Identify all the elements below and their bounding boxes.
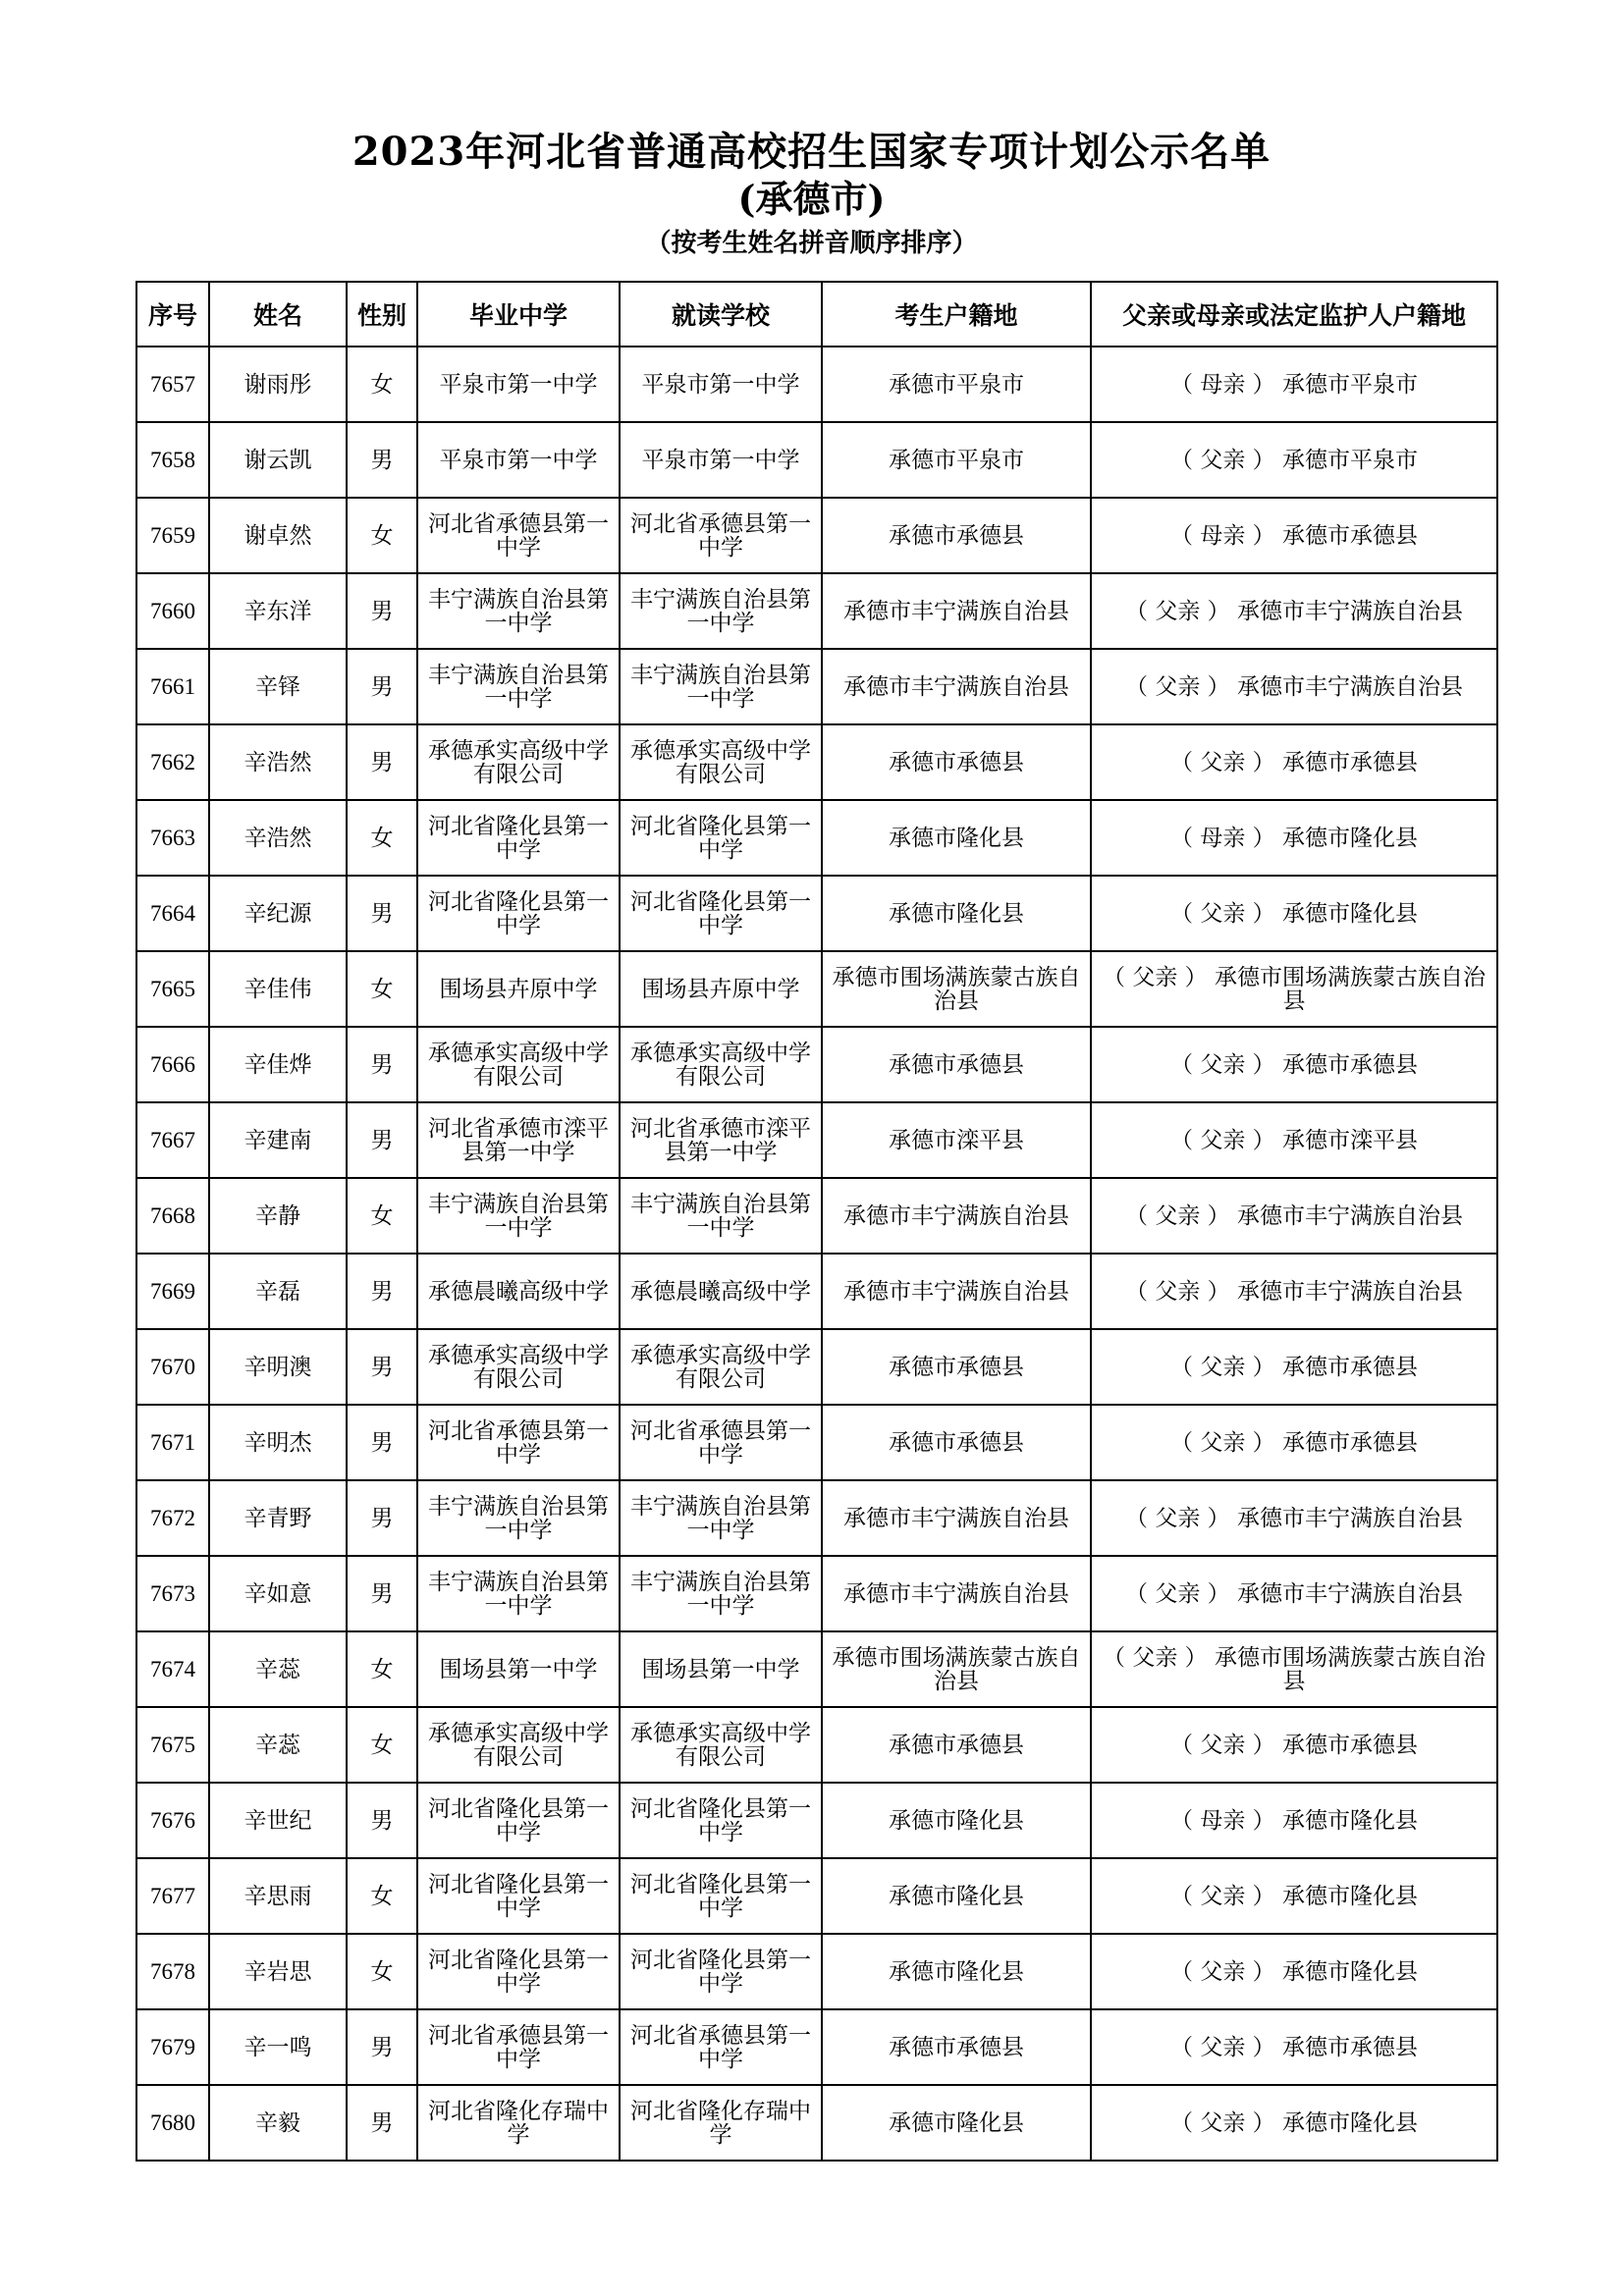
- document-title: 2023年河北省普通高校招生国家专项计划公示名单: [352, 129, 1271, 175]
- cell-student-registry: 承德市承德县: [822, 1329, 1091, 1405]
- cell-guardian-registry: （ 父亲 ） 承德市隆化县: [1091, 876, 1497, 951]
- cell-student-registry: 承德市滦平县: [822, 1102, 1091, 1178]
- cell-gender: 女: [347, 1178, 417, 1254]
- cell-current-school: 河北省承德市滦平县第一中学: [620, 1102, 822, 1178]
- header-row: [136, 282, 1497, 347]
- cell-graduation-school: 河北省承德县第一中学: [417, 498, 620, 573]
- cell-name: 辛铎: [209, 649, 347, 724]
- table-row: [136, 1102, 1497, 1178]
- table-row: [136, 1329, 1497, 1405]
- table-row: [136, 1631, 1497, 1707]
- cell-graduation-school: 河北省承德县第一中学: [417, 1405, 620, 1480]
- cell-current-school: 丰宁满族自治县第一中学: [620, 649, 822, 724]
- cell-serial: 7677: [136, 1858, 209, 1934]
- table-row: [136, 876, 1497, 951]
- cell-student-registry: 承德市隆化县: [822, 876, 1091, 951]
- cell-current-school: 承德承实高级中学有限公司: [620, 1707, 822, 1783]
- cell-name: 辛一鸣: [209, 2009, 347, 2085]
- cell-guardian-registry: （ 父亲 ） 承德市围场满族蒙古族自治县: [1091, 951, 1497, 1027]
- cell-name: 辛建南: [209, 1102, 347, 1178]
- cell-name: 辛纪源: [209, 876, 347, 951]
- cell-name: 辛明澳: [209, 1329, 347, 1405]
- cell-name: 辛思雨: [209, 1858, 347, 1934]
- cell-graduation-school: 平泉市第一中学: [417, 347, 620, 422]
- cell-graduation-school: 丰宁满族自治县第一中学: [417, 649, 620, 724]
- cell-guardian-registry: （ 父亲 ） 承德市丰宁满族自治县: [1091, 1178, 1497, 1254]
- cell-guardian-registry: （ 父亲 ） 承德市隆化县: [1091, 1934, 1497, 2009]
- cell-serial: 7673: [136, 1556, 209, 1631]
- cell-student-registry: 承德市隆化县: [822, 1783, 1091, 1858]
- cell-graduation-school: 承德承实高级中学有限公司: [417, 724, 620, 800]
- cell-current-school: 河北省隆化县第一中学: [620, 1858, 822, 1934]
- cell-serial: 7674: [136, 1631, 209, 1707]
- cell-name: 辛如意: [209, 1556, 347, 1631]
- cell-student-registry: 承德市承德县: [822, 724, 1091, 800]
- cell-guardian-registry: （ 母亲 ） 承德市平泉市: [1091, 347, 1497, 422]
- cell-guardian-registry: （ 父亲 ） 承德市丰宁满族自治县: [1091, 1556, 1497, 1631]
- cell-graduation-school: 河北省承德市滦平县第一中学: [417, 1102, 620, 1178]
- cell-guardian-registry: （ 父亲 ） 承德市丰宁满族自治县: [1091, 649, 1497, 724]
- cell-gender: 男: [347, 2009, 417, 2085]
- cell-serial: 7672: [136, 1480, 209, 1556]
- table-row: [136, 2009, 1497, 2085]
- cell-graduation-school: 河北省隆化县第一中学: [417, 800, 620, 876]
- cell-graduation-school: 河北省承德县第一中学: [417, 2009, 620, 2085]
- cell-serial: 7664: [136, 876, 209, 951]
- cell-guardian-registry: （ 父亲 ） 承德市丰宁满族自治县: [1091, 1254, 1497, 1329]
- cell-graduation-school: 河北省隆化县第一中学: [417, 1783, 620, 1858]
- table-row: [136, 1707, 1497, 1783]
- cell-graduation-school: 河北省隆化存瑞中学: [417, 2085, 620, 2161]
- table-row: [136, 951, 1497, 1027]
- cell-current-school: 河北省承德县第一中学: [620, 2009, 822, 2085]
- cell-gender: 男: [347, 876, 417, 951]
- cell-name: 辛蕊: [209, 1631, 347, 1707]
- cell-name: 辛佳伟: [209, 951, 347, 1027]
- cell-name: 谢云凯: [209, 422, 347, 498]
- cell-graduation-school: 承德承实高级中学有限公司: [417, 1027, 620, 1102]
- cell-graduation-school: 承德晨曦高级中学: [417, 1254, 620, 1329]
- cell-graduation-school: 丰宁满族自治县第一中学: [417, 573, 620, 649]
- cell-name: 辛东洋: [209, 573, 347, 649]
- cell-gender: 男: [347, 422, 417, 498]
- col-header-guardian-registry: 父亲或母亲或法定监护人户籍地: [1091, 282, 1497, 347]
- cell-guardian-registry: （ 父亲 ） 承德市隆化县: [1091, 2085, 1497, 2161]
- cell-name: 辛佳烨: [209, 1027, 347, 1102]
- cell-gender: 男: [347, 649, 417, 724]
- cell-graduation-school: 河北省隆化县第一中学: [417, 876, 620, 951]
- cell-current-school: 承德晨曦高级中学: [620, 1254, 822, 1329]
- cell-guardian-registry: （ 父亲 ） 承德市承德县: [1091, 1405, 1497, 1480]
- cell-current-school: 河北省承德县第一中学: [620, 498, 822, 573]
- cell-current-school: 承德承实高级中学有限公司: [620, 1027, 822, 1102]
- cell-current-school: 丰宁满族自治县第一中学: [620, 1556, 822, 1631]
- cell-serial: 7671: [136, 1405, 209, 1480]
- cell-serial: 7666: [136, 1027, 209, 1102]
- cell-gender: 男: [347, 573, 417, 649]
- cell-guardian-registry: （ 母亲 ） 承德市隆化县: [1091, 1783, 1497, 1858]
- cell-student-registry: 承德市围场满族蒙古族自治县: [822, 951, 1091, 1027]
- cell-gender: 男: [347, 1329, 417, 1405]
- cell-name: 辛静: [209, 1178, 347, 1254]
- cell-current-school: 丰宁满族自治县第一中学: [620, 1178, 822, 1254]
- cell-serial: 7676: [136, 1783, 209, 1858]
- cell-gender: 女: [347, 1707, 417, 1783]
- cell-gender: 男: [347, 1102, 417, 1178]
- cell-student-registry: 承德市平泉市: [822, 347, 1091, 422]
- cell-gender: 女: [347, 498, 417, 573]
- cell-name: 辛磊: [209, 1254, 347, 1329]
- cell-student-registry: 承德市承德县: [822, 1405, 1091, 1480]
- cell-guardian-registry: （ 母亲 ） 承德市隆化县: [1091, 800, 1497, 876]
- cell-current-school: 河北省隆化县第一中学: [620, 876, 822, 951]
- table-row: [136, 1858, 1497, 1934]
- cell-current-school: 丰宁满族自治县第一中学: [620, 1480, 822, 1556]
- cell-serial: 7658: [136, 422, 209, 498]
- cell-serial: 7662: [136, 724, 209, 800]
- cell-current-school: 河北省隆化县第一中学: [620, 800, 822, 876]
- cell-name: 辛浩然: [209, 724, 347, 800]
- cell-name: 谢卓然: [209, 498, 347, 573]
- cell-graduation-school: 围场县卉原中学: [417, 951, 620, 1027]
- cell-gender: 男: [347, 1783, 417, 1858]
- table-row: [136, 422, 1497, 498]
- cell-graduation-school: 河北省隆化县第一中学: [417, 1858, 620, 1934]
- cell-student-registry: 承德市承德县: [822, 1027, 1091, 1102]
- col-header-graduation-school: 毕业中学: [417, 282, 620, 347]
- table-row: [136, 1178, 1497, 1254]
- cell-serial: 7661: [136, 649, 209, 724]
- cell-current-school: 围场县卉原中学: [620, 951, 822, 1027]
- cell-serial: 7679: [136, 2009, 209, 2085]
- cell-student-registry: 承德市丰宁满族自治县: [822, 649, 1091, 724]
- cell-name: 辛浩然: [209, 800, 347, 876]
- cell-current-school: 承德承实高级中学有限公司: [620, 724, 822, 800]
- roster-body: [136, 347, 1497, 2161]
- col-header-gender: 性别: [347, 282, 417, 347]
- document-subtitle: (承德市): [737, 177, 886, 221]
- cell-gender: 男: [347, 1405, 417, 1480]
- cell-gender: 女: [347, 1631, 417, 1707]
- cell-serial: 7678: [136, 1934, 209, 2009]
- cell-serial: 7660: [136, 573, 209, 649]
- cell-serial: 7668: [136, 1178, 209, 1254]
- cell-current-school: 河北省承德县第一中学: [620, 1405, 822, 1480]
- cell-current-school: 河北省隆化县第一中学: [620, 1783, 822, 1858]
- cell-current-school: 平泉市第一中学: [620, 347, 822, 422]
- cell-guardian-registry: （ 父亲 ） 承德市隆化县: [1091, 1858, 1497, 1934]
- table-row: [136, 649, 1497, 724]
- cell-serial: 7667: [136, 1102, 209, 1178]
- cell-name: 辛世纪: [209, 1783, 347, 1858]
- cell-guardian-registry: （ 父亲 ） 承德市平泉市: [1091, 422, 1497, 498]
- cell-student-registry: 承德市围场满族蒙古族自治县: [822, 1631, 1091, 1707]
- cell-current-school: 河北省隆化存瑞中学: [620, 2085, 822, 2161]
- cell-name: 辛毅: [209, 2085, 347, 2161]
- cell-current-school: 围场县第一中学: [620, 1631, 822, 1707]
- cell-guardian-registry: （ 母亲 ） 承德市承德县: [1091, 498, 1497, 573]
- table-row: [136, 1405, 1497, 1480]
- cell-current-school: 承德承实高级中学有限公司: [620, 1329, 822, 1405]
- cell-student-registry: 承德市丰宁满族自治县: [822, 1556, 1091, 1631]
- table-row: [136, 1783, 1497, 1858]
- cell-current-school: 平泉市第一中学: [620, 422, 822, 498]
- cell-serial: 7659: [136, 498, 209, 573]
- cell-student-registry: 承德市丰宁满族自治县: [822, 1178, 1091, 1254]
- col-header-current-school: 就读学校: [620, 282, 822, 347]
- table-row: [136, 800, 1497, 876]
- cell-graduation-school: 丰宁满族自治县第一中学: [417, 1556, 620, 1631]
- cell-graduation-school: 平泉市第一中学: [417, 422, 620, 498]
- cell-guardian-registry: （ 父亲 ） 承德市丰宁满族自治县: [1091, 573, 1497, 649]
- cell-serial: 7669: [136, 1254, 209, 1329]
- cell-guardian-registry: （ 父亲 ） 承德市承德县: [1091, 724, 1497, 800]
- cell-student-registry: 承德市隆化县: [822, 1934, 1091, 2009]
- cell-student-registry: 承德市隆化县: [822, 800, 1091, 876]
- cell-gender: 女: [347, 1934, 417, 2009]
- table-row: [136, 1556, 1497, 1631]
- cell-guardian-registry: （ 父亲 ） 承德市承德县: [1091, 2009, 1497, 2085]
- cell-guardian-registry: （ 父亲 ） 承德市滦平县: [1091, 1102, 1497, 1178]
- cell-name: 辛蕊: [209, 1707, 347, 1783]
- cell-student-registry: 承德市丰宁满族自治县: [822, 573, 1091, 649]
- cell-student-registry: 承德市隆化县: [822, 1858, 1091, 1934]
- table-row: [136, 1934, 1497, 2009]
- cell-current-school: 河北省隆化县第一中学: [620, 1934, 822, 2009]
- table-row: [136, 724, 1497, 800]
- cell-gender: 女: [347, 951, 417, 1027]
- cell-student-registry: 承德市承德县: [822, 2009, 1091, 2085]
- cell-serial: 7670: [136, 1329, 209, 1405]
- cell-serial: 7663: [136, 800, 209, 876]
- table-row: [136, 1254, 1497, 1329]
- col-header-serial: 序号: [136, 282, 209, 347]
- cell-graduation-school: 承德承实高级中学有限公司: [417, 1707, 620, 1783]
- cell-name: 辛明杰: [209, 1405, 347, 1480]
- cell-gender: 男: [347, 1480, 417, 1556]
- cell-gender: 男: [347, 1254, 417, 1329]
- cell-guardian-registry: （ 父亲 ） 承德市承德县: [1091, 1329, 1497, 1405]
- cell-graduation-school: 河北省隆化县第一中学: [417, 1934, 620, 2009]
- sort-note: （按考生姓名拼音顺序排序）: [645, 229, 978, 258]
- cell-gender: 男: [347, 724, 417, 800]
- cell-guardian-registry: （ 父亲 ） 承德市丰宁满族自治县: [1091, 1480, 1497, 1556]
- table-row: [136, 347, 1497, 422]
- table-row: [136, 1480, 1497, 1556]
- cell-student-registry: 承德市丰宁满族自治县: [822, 1254, 1091, 1329]
- cell-student-registry: 承德市承德县: [822, 1707, 1091, 1783]
- cell-name: 辛青野: [209, 1480, 347, 1556]
- cell-student-registry: 承德市丰宁满族自治县: [822, 1480, 1091, 1556]
- cell-current-school: 丰宁满族自治县第一中学: [620, 573, 822, 649]
- cell-student-registry: 承德市平泉市: [822, 422, 1091, 498]
- cell-gender: 男: [347, 1556, 417, 1631]
- cell-serial: 7680: [136, 2085, 209, 2161]
- table-row: [136, 573, 1497, 649]
- cell-serial: 7665: [136, 951, 209, 1027]
- cell-name: 谢雨彤: [209, 347, 347, 422]
- cell-gender: 男: [347, 1027, 417, 1102]
- cell-gender: 男: [347, 2085, 417, 2161]
- table-row: [136, 2085, 1497, 2161]
- cell-gender: 女: [347, 347, 417, 422]
- cell-student-registry: 承德市承德县: [822, 498, 1091, 573]
- col-header-student-registry: 考生户籍地: [822, 282, 1091, 347]
- cell-guardian-registry: （ 父亲 ） 承德市承德县: [1091, 1707, 1497, 1783]
- cell-serial: 7657: [136, 347, 209, 422]
- table-row: [136, 1027, 1497, 1102]
- cell-student-registry: 承德市隆化县: [822, 2085, 1091, 2161]
- cell-gender: 女: [347, 1858, 417, 1934]
- col-header-name: 姓名: [209, 282, 347, 347]
- cell-graduation-school: 丰宁满族自治县第一中学: [417, 1480, 620, 1556]
- cell-name: 辛岩思: [209, 1934, 347, 2009]
- document-header: [0, 128, 1623, 261]
- roster-table: [135, 281, 1498, 2162]
- cell-guardian-registry: （ 父亲 ） 承德市承德县: [1091, 1027, 1497, 1102]
- cell-guardian-registry: （ 父亲 ） 承德市围场满族蒙古族自治县: [1091, 1631, 1497, 1707]
- cell-graduation-school: 承德承实高级中学有限公司: [417, 1329, 620, 1405]
- cell-graduation-school: 丰宁满族自治县第一中学: [417, 1178, 620, 1254]
- cell-gender: 女: [347, 800, 417, 876]
- table-row: [136, 498, 1497, 573]
- cell-serial: 7675: [136, 1707, 209, 1783]
- cell-graduation-school: 围场县第一中学: [417, 1631, 620, 1707]
